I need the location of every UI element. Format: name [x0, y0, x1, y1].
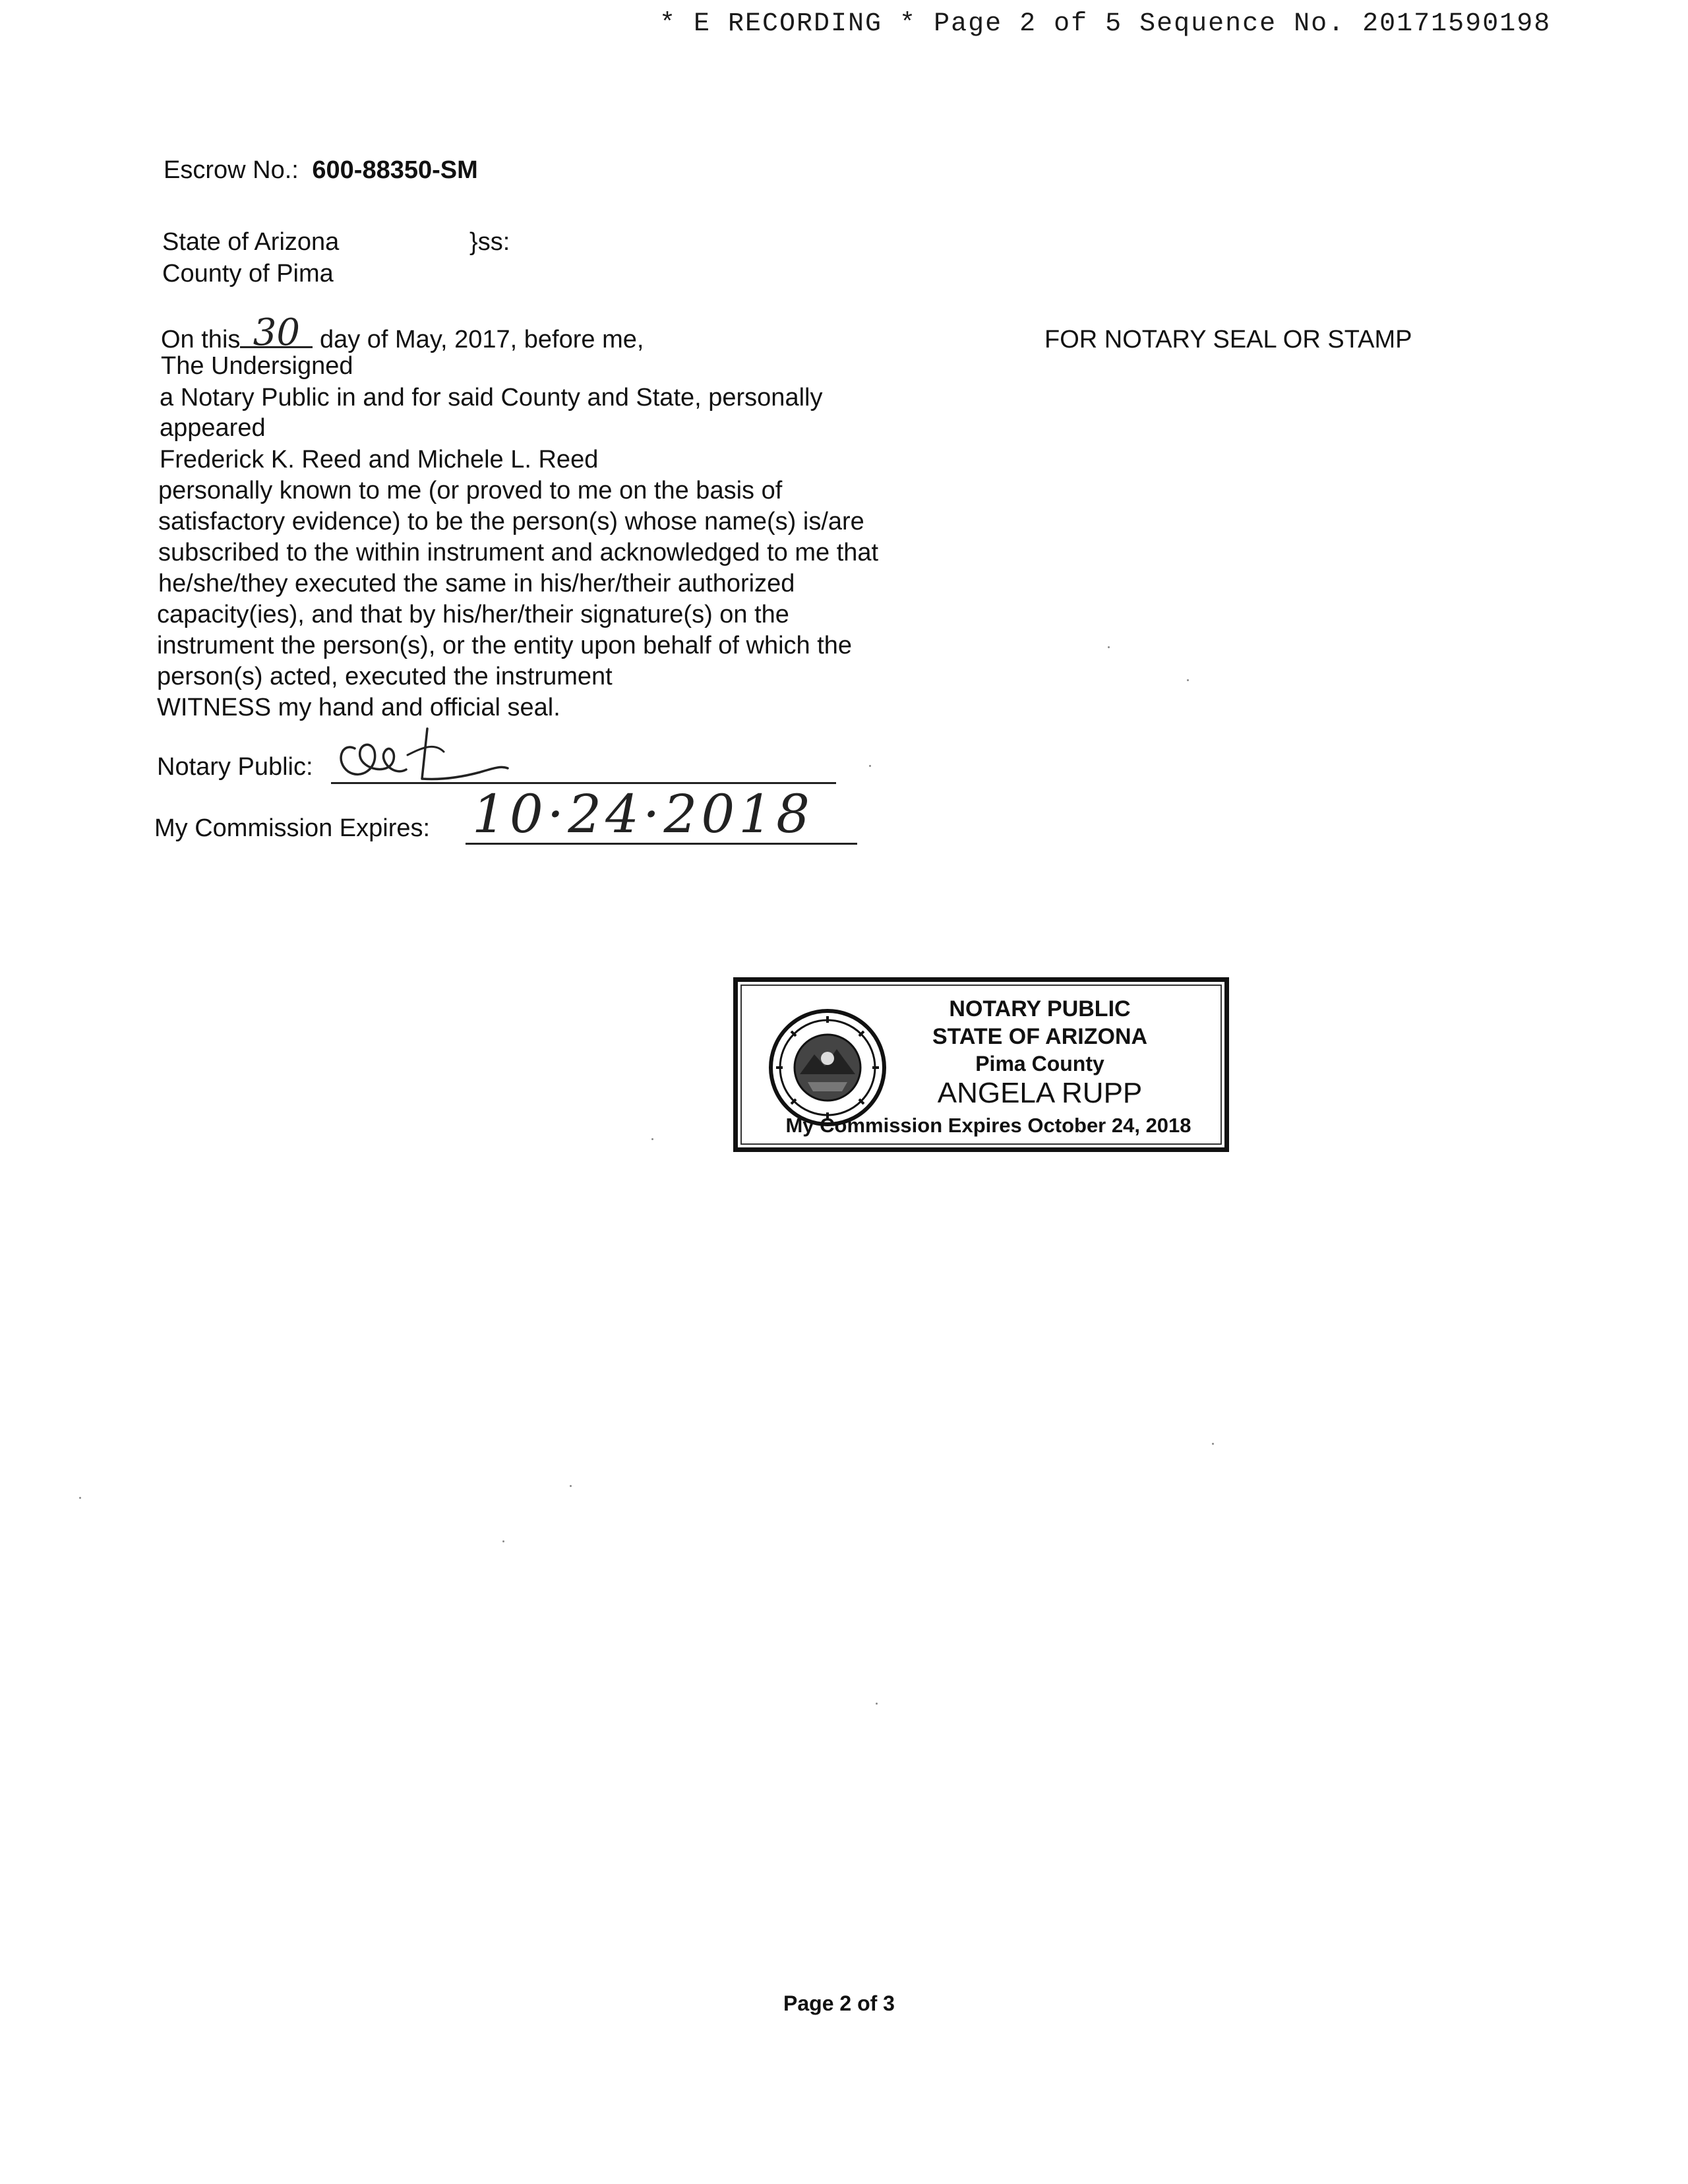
- arizona-state-seal-icon: [768, 1008, 887, 1127]
- notary-signature: [328, 715, 520, 788]
- scan-speck: [869, 765, 871, 767]
- ack-line-6: personally known to me (or proved to me on the basis of: [158, 477, 783, 504]
- ack-line-9: he/she/they executed the same in his/her/their authorized: [158, 570, 795, 597]
- ack-line-8: subscribed to the within instrument and acknowledged to me that: [158, 539, 879, 566]
- escrow-number: 600-88350-SM: [312, 156, 478, 184]
- ack-line-10: capacity(ies), and that by his/her/their signature(s) on the: [157, 601, 789, 628]
- venue-state: State of Arizona: [162, 228, 340, 256]
- commission-handwritten: 10·24·2018: [472, 783, 814, 845]
- ack-line-4: appeared: [160, 414, 266, 442]
- ack-date-text: day of May, 2017, before me,: [319, 326, 644, 353]
- commission-label: My Commission Expires:: [154, 814, 431, 842]
- venue-county: County of Pima: [162, 260, 334, 288]
- notary-stamp: [733, 977, 1229, 1152]
- scan-speck: [1212, 1443, 1214, 1445]
- ack-line-12: person(s) acted, executed the instrument: [157, 663, 613, 690]
- scan-speck: [79, 1497, 81, 1499]
- ack-line-7: satisfactory evidence) to be the person(s) whose name(s) is/are: [158, 508, 864, 535]
- escrow-line: [164, 155, 478, 186]
- stamp-line-3: Pima County: [975, 1052, 1104, 1076]
- ack-line-5: Frederick K. Reed and Michele L. Reed: [160, 446, 599, 473]
- ack-line-2: The Undersigned: [161, 352, 353, 380]
- escrow-label: Escrow No.:: [164, 156, 299, 184]
- notary-public-label: Notary Public:: [157, 753, 313, 781]
- ack-day-handwritten: 30: [240, 320, 313, 348]
- scan-speck: [1108, 646, 1110, 648]
- scan-speck: [502, 1540, 504, 1542]
- page-number: Page 2 of 3: [783, 1991, 895, 2015]
- stamp-line-4: ANGELA RUPP: [937, 1077, 1143, 1109]
- ack-line-11: instrument the person(s), or the entity upon behalf of which the: [157, 632, 853, 659]
- recording-header: * E RECORDING * Page 2 of 5 Sequence No. 20171590198: [659, 9, 1552, 39]
- venue-ss: }ss:: [469, 228, 510, 256]
- stamp-line-5: My Commission Expires October 24, 2018: [785, 1114, 1191, 1137]
- scan-speck: [651, 1138, 653, 1140]
- ack-line-13: WITNESS my hand and official seal.: [157, 694, 560, 721]
- ack-line-3: a Notary Public in and for said County and State, personally: [160, 384, 823, 411]
- seal-area-label: FOR NOTARY SEAL OR STAMP: [1044, 326, 1412, 353]
- stamp-line-2: STATE OF ARIZONA: [932, 1024, 1148, 1049]
- ack-date-line: [161, 311, 644, 355]
- ack-on-this: On this: [161, 326, 241, 353]
- scan-speck: [1187, 679, 1189, 681]
- stamp-line-1: NOTARY PUBLIC: [949, 996, 1131, 1021]
- scan-speck: [570, 1485, 572, 1487]
- scan-speck: [876, 1703, 878, 1705]
